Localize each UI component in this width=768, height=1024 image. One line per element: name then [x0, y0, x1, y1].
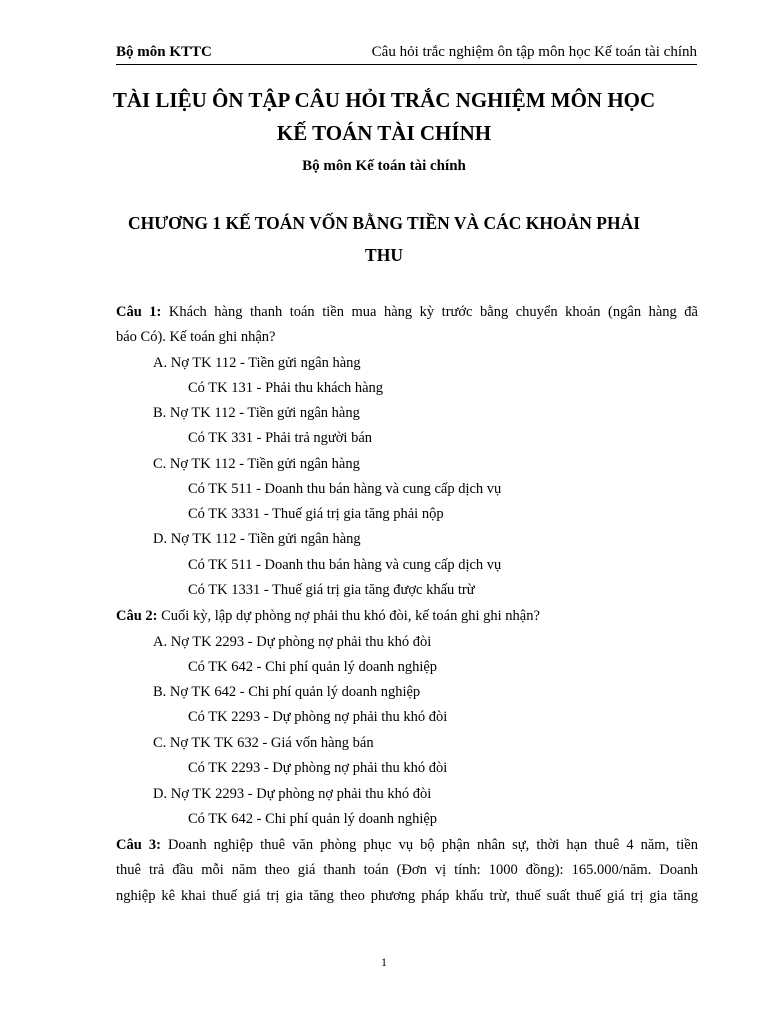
q2-option-d-debit: D. Nợ TK 2293 - Dự phòng nợ phải thu khó đòi [153, 786, 432, 802]
question-1-text [116, 304, 698, 321]
q2-option-a-credit: Có TK 642 - Chi phí quản lý doanh nghiệp [188, 659, 438, 675]
question-3-label: Câu 3: [116, 837, 161, 853]
question-3-text [116, 837, 698, 854]
document-title-line1: TÀI LIỆU ÔN TẬP CÂU HỎI TRẮC NGHIỆM MÔN HỌC [112, 88, 656, 112]
q2-option-a-debit: A. Nợ TK 2293 - Dự phòng nợ phải thu khó đòi [153, 634, 432, 650]
question-3-line3: nghiệp kê khai thuế giá trị gia tăng theo phương pháp khấu trừ, thuế suất thuế giá trị gia tăng [116, 888, 698, 904]
q2-option-c-credit: Có TK 2293 - Dự phòng nợ phải thu khó đòi [188, 760, 448, 776]
q1-option-b-debit: B. Nợ TK 112 - Tiền gửi ngân hàng [153, 405, 360, 421]
document-title-line2: KẾ TOÁN TÀI CHÍNH [276, 121, 492, 145]
header-department: Bộ môn KTTC [116, 44, 212, 60]
q1-option-b-credit: Có TK 331 - Phải trả người bán [188, 430, 373, 446]
q1-option-c-debit: C. Nợ TK 112 - Tiền gửi ngân hàng [153, 456, 360, 472]
q1-option-c-credit-1: Có TK 511 - Doanh thu bán hàng và cung cấp dịch vụ [188, 481, 502, 497]
document-subtitle: Bộ môn Kế toán tài chính [302, 158, 466, 174]
q1-option-d-credit-1: Có TK 511 - Doanh thu bán hàng và cung cấp dịch vụ [188, 557, 502, 573]
q2-option-d-credit: Có TK 642 - Chi phí quản lý doanh nghiệp [188, 811, 438, 827]
chapter-heading-line2: THU [365, 245, 403, 265]
q1-option-d-debit: D. Nợ TK 112 - Tiền gửi ngân hàng [153, 531, 361, 547]
question-2-label: Câu 2: [116, 608, 158, 624]
q2-option-b-credit: Có TK 2293 - Dự phòng nợ phải thu khó đòi [188, 709, 448, 725]
question-1-line1: Khách hàng thanh toán tiền mua hàng kỳ trước bằng chuyển khoản (ngân hàng đã [161, 304, 698, 320]
q1-option-a-debit: A. Nợ TK 112 - Tiền gửi ngân hàng [153, 355, 361, 371]
question-1-line2: báo Có). Kế toán ghi nhận? [116, 329, 276, 345]
question-2-text [116, 608, 540, 625]
q1-option-d-credit-2: Có TK 1331 - Thuế giá trị gia tăng được khấu trừ [188, 582, 475, 598]
q2-option-c-debit: C. Nợ TK TK 632 - Giá vốn hàng bán [153, 735, 374, 751]
question-1-label: Câu 1: [116, 304, 162, 320]
q1-option-c-credit-2: Có TK 3331 - Thuế giá trị gia tăng phải nộp [188, 506, 444, 522]
page-header [116, 42, 697, 65]
chapter-heading-line1: CHƯƠNG 1 KẾ TOÁN VỐN BẰNG TIỀN VÀ CÁC KHOẢN PHẢI [127, 213, 641, 233]
page-number: 1 [381, 955, 387, 969]
header-course-title: Câu hỏi trắc nghiệm ôn tập môn học Kế toán tài chính [371, 44, 697, 60]
question-3-line2: thuê trả đầu mỗi năm theo giá thanh toán (Đơn vị tính: 1000 đồng): 165.000/năm. Doanh [116, 862, 698, 878]
question-3-line1: Doanh nghiệp thuê văn phòng phục vụ bộ phận nhân sự, thời hạn thuê 4 năm, tiền [160, 837, 698, 853]
q2-option-b-debit: B. Nợ TK 642 - Chi phí quản lý doanh nghiệp [153, 684, 421, 700]
q1-option-a-credit: Có TK 131 - Phải thu khách hàng [188, 380, 384, 396]
question-2-line1: Cuối kỳ, lập dự phòng nợ phải thu khó đòi, kế toán ghi ghi nhận? [157, 608, 540, 624]
